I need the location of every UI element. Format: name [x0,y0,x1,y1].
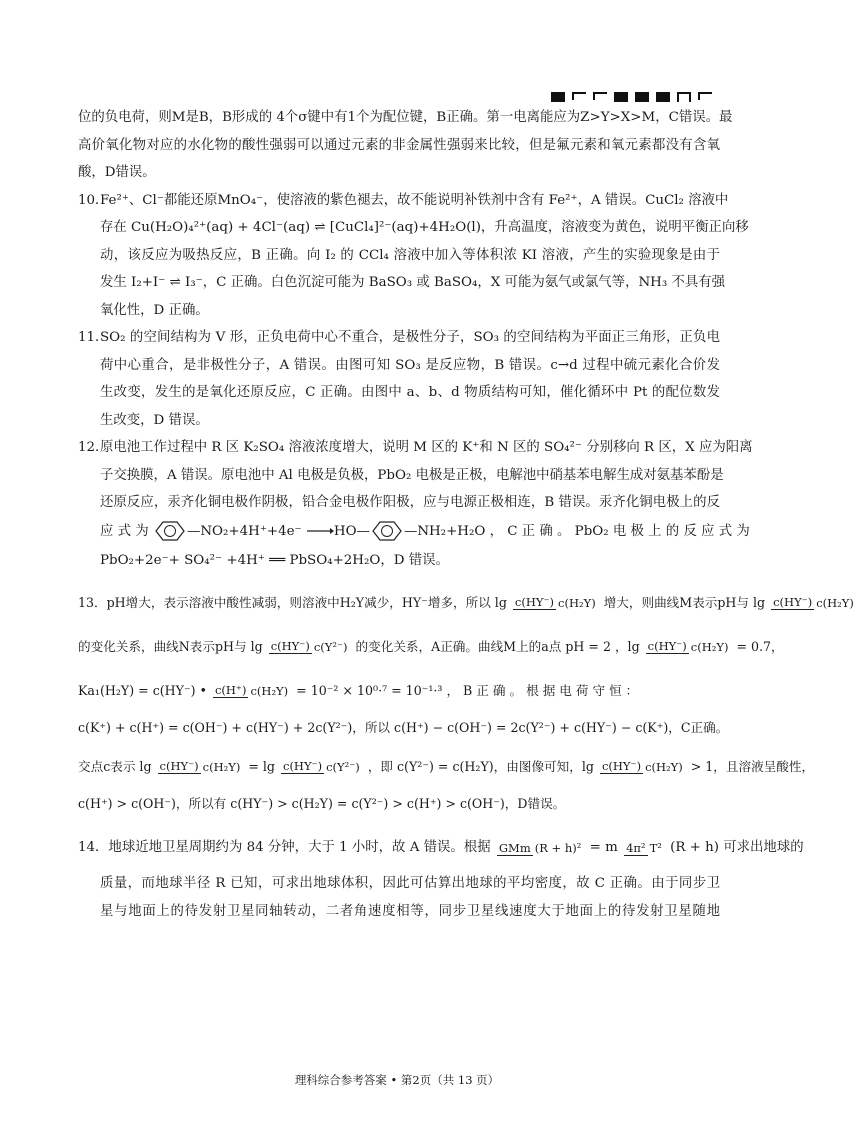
denominator: c(H₂Y) [558,595,596,610]
question-14 [78,826,804,925]
mark-corner [698,92,712,100]
text: 地球近地卫星周期约为 84 分钟，大于 1 小时，故 A 错误。根据 [108,840,491,855]
mark-corner [572,92,586,100]
benzene-ring-icon [155,520,185,542]
equation-line [78,668,720,712]
text-line: 生改变，发生的是氧化还原反应，C 正确。由图中 a、b、d 物质结构可知，催化循环中 Pt 的配位数发 [100,385,720,400]
mark-block [614,92,628,102]
text: = m [589,840,618,855]
text: —NH₂+H₂O ， C 正 确 。 PbO₂ 电 极 上 的 反 应 式 为 [403,523,750,539]
text-line: 生改变，D 错误。 [100,412,209,428]
question-number: 10． [78,192,109,208]
text: 应 式 为 [100,523,149,539]
text-line: 还原反应，汞齐化铜电极作阴极，铅合金电极作阳极，应与电源正极相连，B 错误。汞齐化铜电极上的反 [100,495,720,510]
fraction [624,840,664,856]
reaction-line [78,517,750,547]
fraction [513,595,598,611]
denominator: c(Y²⁻) [326,759,360,774]
question-10 [78,187,749,325]
question-number: 13． [78,594,107,610]
numerator: c(HY⁻) [159,759,199,774]
numerator: c(HY⁻) [270,639,310,654]
mark-block [551,92,565,102]
text-line: 酸，D错误。 [78,165,156,180]
denominator: T² [649,841,662,856]
text: = 10⁻² × 10⁰·⁷ = 10⁻¹·³ ， B 正 确 。 根 据 电 荷 守 恒 ： [296,682,639,698]
text-line: 位的负电荷，则M是B，B形成的 4个σ键中有1个为配位键，B正确。第一电离能应为Z>Y>X>M，C错误。最 [78,110,733,125]
equation-line [78,624,784,668]
text: ，即 c(Y²⁻) = c(H₂Y)，由图像可知，lg [367,758,594,774]
text-line: 存在 Cu(H₂O)₄²⁺(aq) + 4Cl⁻(aq) ⇌ [CuCl₄]²⁻(aq)+4H₂O(l)，升高温度，溶液变为黄色，说明平衡正向移 [100,220,749,235]
text: 原电池工作过程中 R 区 K₂SO₄ 溶液浓度增大，说明 M 区的 K⁺和 N 区的 SO₄²⁻ 分别移向 R 区，X 应为阳离 [100,440,753,455]
text: Fe²⁺、Cl⁻都能还原MnO₄⁻，使溶液的紫色褪去，故不能说明补铁剂中含有 Fe²⁺，A 错误。CuCl₂ 溶液中 [100,192,729,208]
numerator: GMm [498,840,531,855]
text-line: c(H⁺) > c(OH⁻)，所以有 c(HY⁻) > c(H₂Y) = c(Y²⁻) > c(H⁺) > c(OH⁻)，D错误。 [78,796,566,811]
numerator: c(HY⁻) [773,595,813,610]
text-line: 高价氧化物对应的水化物的酸性强弱可以通过元素的非金属性强弱来比较，但是氟元素和氧元素都没有含氧 [78,137,720,153]
benzene-ring-icon [372,520,402,542]
fraction [771,595,856,611]
numerator: c(H⁺) [214,683,247,698]
text-line: 氧化性，D 正确。 [100,302,209,318]
fraction [497,840,583,856]
denominator: c(H₂Y) [645,759,683,774]
text: = lg [248,758,275,774]
text-line: 发生 I₂+I⁻ ⇌ I₃⁻，C 正确。白色沉淀可能为 BaSO₃ 或 BaSO₄，X 可能为氨气或氯气等，NH₃ 不具有强 [100,275,726,290]
equation-line [78,744,815,788]
mark-block [656,92,670,102]
text: —NO₂+4H⁺+4e⁻ [186,523,302,539]
text-line [78,187,729,215]
question-number: 14． [78,840,109,855]
text-line: 子交换膜，A 错误。原电池中 Al 电极是负极，PbO₂ 电极是正极，电解池中硝基苯电解生成对氨基苯酚是 [100,467,724,483]
text: SO₂ 的空间结构为 V 形，正负电荷中心不重合，是极性分子，SO₃ 的空间结构为平面正三角形，正负电 [100,330,720,345]
denominator: c(H₂Y) [202,759,241,774]
mark-block [635,92,649,102]
text-line: 动，该反应为吸热反应，B 正确。向 I₂ 的 CCl₄ 溶液中加入等体积浓 KI 溶液，产生的实验现象是由于 [100,247,720,263]
text-line: 星与地面上的待发射卫星同轴转动，二者角速度相等，同步卫星线速度大于地面上的待发射卫星随地 [100,903,720,919]
text-line: PbO₂+2e⁻+ SO₄²⁻ +4H⁺ ══ PbSO₄+2H₂O，D 错误。 [100,552,449,568]
numerator: 4π² [626,840,646,855]
denominator: c(H₂Y) [250,683,289,698]
question-number: 11． [78,330,109,345]
denominator: (R + h)² [534,841,582,856]
fraction [600,759,685,775]
numerator: c(HY⁻) [283,759,323,774]
question-11 [78,324,720,434]
text: 的变化关系，曲线N表示pH与 lg [78,638,263,654]
text: (R + h) 可求出地球的 [670,840,804,855]
question-12 [78,434,753,574]
text: pH增大，表示溶液中酸性减弱，则溶液中H₂Y减少，HY⁻增多，所以 lg [106,594,507,610]
answer-content [78,104,854,925]
denominator: c(H₂Y) [690,639,729,654]
equation-line [78,826,804,870]
text-line [78,324,720,352]
text-line: c(K⁺) + c(H⁺) = c(OH⁻) + c(HY⁻) + 2c(Y²⁻)，所以 c(H⁺) − c(OH⁻) = 2c(Y²⁻) + c(HY⁻) − c(K⁺)，C正确。 [78,720,729,735]
text: = 0.7， [736,638,784,654]
fraction [213,683,290,699]
text-line: 荷中心重合，是非极性分子，A 错误。由图可知 SO₃ 是反应物，B 错误。c→d 过程中硫元素化合价发 [100,357,720,373]
fraction [269,639,350,655]
text-line [78,434,753,462]
denominator: c(Y²⁻) [313,639,348,654]
text: > 1，且溶液呈酸性， [690,758,815,774]
text-line: 质量，而地球半径 R 已知，可求出地球体积，因此可估算出地球的平均密度，故 C 正确。由于同步卫 [100,876,720,891]
fraction [281,759,362,775]
question-13 [78,580,854,820]
text: HO— [333,523,370,539]
equation-line [78,580,854,624]
numerator: c(HY⁻) [601,759,642,774]
mark-bracket [677,92,691,102]
text: 交点c表示 lg [78,758,152,774]
page-footer: 理科综合参考答案 • 第2页（共 13 页） [294,1073,500,1087]
mark-corner [593,92,607,100]
fraction [158,759,243,775]
denominator: c(H₂Y) [816,595,854,610]
header-marks [551,92,712,102]
fraction [646,639,731,655]
numerator: c(HY⁻) [514,595,555,610]
text: 增大，则曲线M表示pH与 lg [603,594,766,610]
numerator: c(HY⁻) [647,639,687,654]
text: Ka₁(H₂Y) = c(HY⁻) • [78,682,207,698]
text: 的变化关系，A正确。曲线M上的a点 pH = 2 ，lg [355,638,640,654]
question-9-tail [78,104,733,187]
reaction-arrow-icon [306,526,334,536]
question-number: 12． [78,440,109,455]
